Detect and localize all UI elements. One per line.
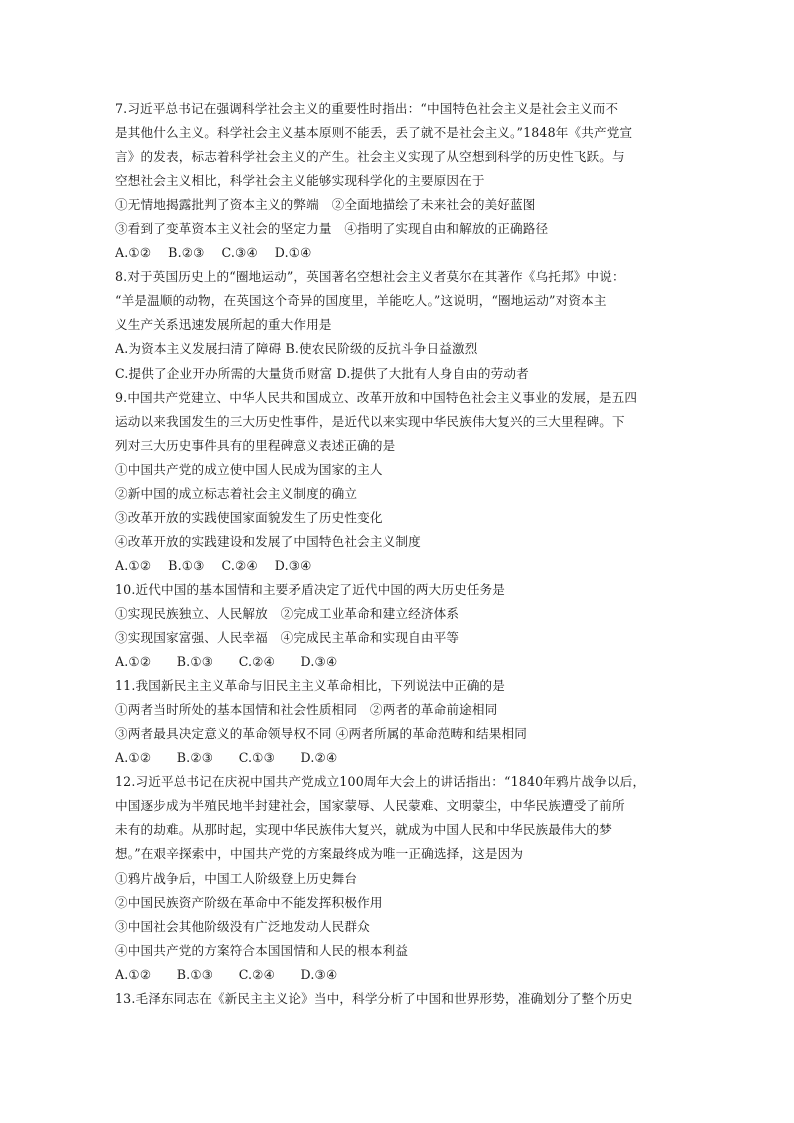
q10-statements-3-4: ③实现国家富强、人民幸福 ④完成民主革命和实现自由平等 <box>115 630 460 646</box>
q9-statement-4: ④改革开放的实践建设和发展了中国特色社会主义制度 <box>115 533 421 549</box>
q9-stem-line-2: 运动以来我国发生的三大历史性事件，是近代以来实现中华民族伟大复兴的三大里程碑。下 <box>115 413 625 429</box>
q10-answer-options: A.①② B.①③ C.②④ D.③④ <box>115 654 338 670</box>
q8-stem-line-1: 8.对于英国历史上的“圈地运动”，英国著名空想社会主义者莫尔在其著作《乌托邦》中说： <box>115 269 625 285</box>
q12-statement-3: ③中国社会其他阶级没有广泛地发动人民群众 <box>115 918 370 934</box>
q7-answer-options: A.①② B.②③ C.③④ D.①④ <box>115 245 312 261</box>
q11-answer-options: A.①② B.②③ C.①③ D.②④ <box>115 750 338 766</box>
q7-stem-line-4: 空想社会主义相比，科学社会主义能够实现科学化的主要原因在于 <box>115 173 485 189</box>
q12-statement-4: ④中国共产党的方案符合本国国情和人民的根本利益 <box>115 942 409 958</box>
q13-stem-line-1: 13.毛泽东同志在《新民主主义论》当中，科学分析了中国和世界形势，准确划分了整个历史 <box>115 990 633 1006</box>
q7-stem-line-3: 言》的发表，标志着科学社会主义的产生。社会主义实现了从空想到科学的历史性飞跃。与 <box>115 149 625 165</box>
q9-statement-3: ③改革开放的实践使国家面貌发生了历史性变化 <box>115 509 383 525</box>
q9-statement-1: ①中国共产党的成立使中国人民成为国家的主人 <box>115 461 383 477</box>
q8-options-a-b: A.为资本主义发展扫清了障碍 B.使农民阶级的反抗斗争日益激烈 <box>115 341 478 357</box>
q9-statement-2: ②新中国的成立标志着社会主义制度的确立 <box>115 485 358 501</box>
q9-stem-line-1: 9.中国共产党建立、中华人民共和国成立、改革开放和中国特色社会主义事业的发展，是五四 <box>115 389 638 405</box>
q11-stem: 11.我国新民主主义革命与旧民主主义革命相比，下列说法中正确的是 <box>115 678 506 694</box>
q9-stem-line-3: 列对三大历史事件具有的里程碑意义表述正确的是 <box>115 437 396 453</box>
q12-stem-line-1: 12.习近平总书记在庆祝中国共产党成立100周年大会上的讲话指出：“1840年鸦片战争以后， <box>115 774 646 790</box>
q12-stem-line-2: 中国逐步成为半殖民地半封建社会，国家蒙辱、人民蒙难、文明蒙尘，中华民族遭受了前所 <box>115 798 625 814</box>
q12-statement-2: ②中国民族资产阶级在革命中不能发挥积极作用 <box>115 894 383 910</box>
q9-answer-options: A.①② B.①③ C.②④ D.③④ <box>115 557 312 573</box>
q11-statements-1-2: ①两者当时所处的基本国情和社会性质相同 ②两者的革命前途相同 <box>115 702 498 718</box>
q12-stem-line-3: 未有的劫难。从那时起，实现中华民族伟大复兴，就成为中国人民和中华民族最伟大的梦 <box>115 822 613 838</box>
q7-stem-line-1: 7.习近平总书记在强调科学社会主义的重要性时指出：“中国特色社会主义是社会主义而不 <box>115 101 619 116</box>
q8-stem-line-2: “羊是温顺的动物，在英国这个奇异的国度里，羊能吃人。”这说明，“圈地运动”对资本主 <box>115 293 607 309</box>
q8-stem-line-3: 义生产关系迅速发展所起的重大作用是 <box>115 317 332 333</box>
q10-statements-1-2: ①实现民族独立、人民解放 ②完成工业革命和建立经济体系 <box>115 605 460 621</box>
q12-answer-options: A.①② B.①③ C.②④ D.③④ <box>115 966 338 982</box>
q12-statement-1: ①鸦片战争后，中国工人阶级登上历史舞台 <box>115 870 358 886</box>
q10-stem: 10.近代中国的基本国情和主要矛盾决定了近代中国的两大历史任务是 <box>115 581 506 597</box>
q11-statements-3-4: ③两者最具决定意义的革命领导权不同 ④两者所属的革命范畴和结果相同 <box>115 726 527 742</box>
q12-stem-line-4: 想。”在艰辛探索中，中国共产党的方案最终成为唯一正确选择，这是因为 <box>115 846 524 862</box>
q7-stem-line-2: 是其他什么主义。科学社会主义基本原则不能丢，丢了就不是社会主义。”1848年《共产党宣 <box>115 125 633 141</box>
q8-options-c-d: C.提供了企业开办所需的大量货币财富 D.提供了大批有人身自由的劳动者 <box>115 365 529 381</box>
exam-page <box>115 97 683 1011</box>
q7-statements-1-2: ①无情地揭露批判了资本主义的弊端 ②全面地描绘了未来社会的美好蓝图 <box>115 197 536 213</box>
q7-statements-3-4: ③看到了变革资本主义社会的坚定力量 ④指明了实现自由和解放的正确路径 <box>115 221 549 237</box>
